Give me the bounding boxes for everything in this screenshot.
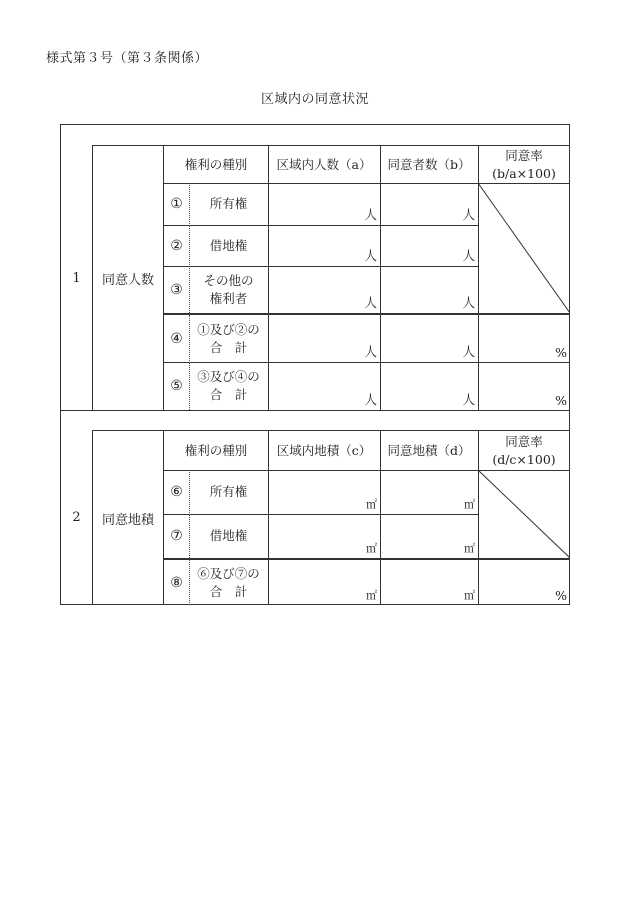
row-kind: ⑥及び⑦の 合 計	[189, 560, 269, 605]
section-consent-area	[60, 410, 570, 605]
row-unit-b: 人	[380, 315, 479, 363]
section-1-label: 同意人数	[92, 145, 164, 411]
diagonal-slash-icon	[478, 470, 570, 558]
row-mark: ①	[164, 183, 190, 226]
row-unit-b: 人	[380, 183, 479, 226]
row-kind: ③及び④の 合 計	[189, 362, 269, 410]
row-unit-a: 人	[268, 266, 381, 315]
consent-status-table	[60, 124, 570, 605]
header-consent-area: 同意地積（d）	[380, 430, 479, 471]
header-area-count: 区域内人数（a）	[268, 145, 381, 184]
section-consent-persons	[60, 124, 570, 411]
row-unit-a: ㎡	[268, 560, 381, 605]
row-unit-b: 人	[380, 225, 479, 267]
section-1-number: 1	[72, 270, 81, 286]
row-kind: 借地権	[189, 514, 269, 560]
header-area-size: 区域内地積（c）	[268, 430, 381, 471]
row-unit-a: 人	[268, 362, 381, 410]
row-mark: ②	[164, 225, 190, 267]
row-unit-b: ㎡	[380, 514, 479, 560]
header-consent-rate: 同意率 (d/c×100)	[478, 430, 570, 471]
row-kind: 借地権	[189, 225, 269, 267]
row-kind: 所有権	[189, 470, 269, 515]
document-title: 区域内の同意状況	[260, 92, 369, 107]
rate-not-applicable-cell	[478, 470, 570, 560]
row-kind: その他の 権利者	[189, 266, 269, 315]
row-kind: ①及び②の 合 計	[189, 315, 269, 363]
row-unit-rate: %	[478, 315, 570, 363]
row-unit-b: ㎡	[380, 470, 479, 515]
row-mark: ⑧	[164, 560, 190, 605]
row-mark: ⑥	[164, 470, 190, 515]
header-right-kind: 権利の種別	[164, 430, 269, 471]
header-consent-rate: 同意率 (b/a×100)	[478, 145, 570, 184]
row-unit-b: 人	[380, 266, 479, 315]
row-mark: ④	[164, 315, 190, 363]
section-2-label: 同意地積	[92, 430, 164, 605]
rate-not-applicable-cell	[478, 183, 570, 315]
section-2-number: 2	[72, 510, 81, 525]
row-unit-a: ㎡	[268, 470, 381, 515]
row-mark: ⑦	[164, 514, 190, 560]
row-unit-rate: %	[555, 588, 567, 603]
row-unit-a: 人	[268, 315, 381, 363]
diagonal-slash-icon	[478, 183, 570, 313]
row-unit-a: 人	[268, 225, 381, 267]
row-unit-b: 人	[380, 362, 479, 410]
row-kind: 所有権	[189, 183, 269, 226]
row-mark: ③	[164, 266, 190, 315]
row-unit-a: ㎡	[268, 514, 381, 560]
row-unit-rate: %	[555, 393, 567, 408]
row-unit-a: 人	[268, 183, 381, 226]
row-unit-b: ㎡	[380, 560, 479, 605]
header-consent-count: 同意者数（b）	[380, 145, 479, 184]
form-number: 様式第３号（第３条関係）	[46, 51, 209, 66]
header-right-kind: 権利の種別	[164, 145, 269, 184]
row-mark: ⑤	[164, 362, 190, 410]
